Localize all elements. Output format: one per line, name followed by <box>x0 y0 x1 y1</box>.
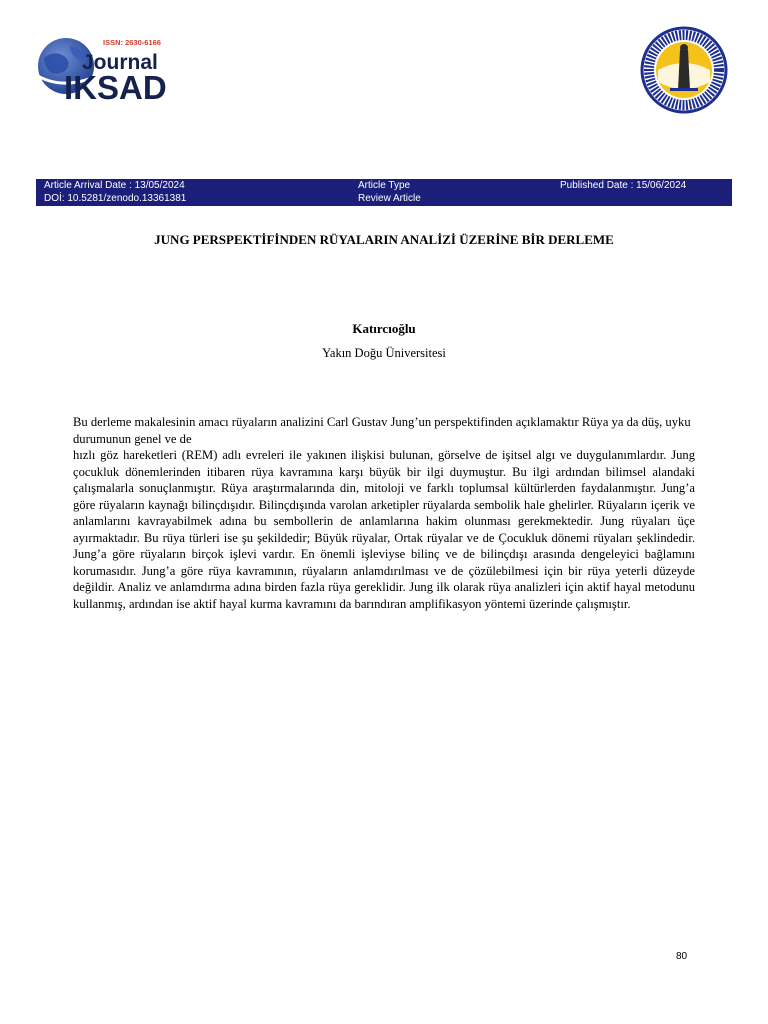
info-column-right <box>560 180 686 193</box>
article-info-bar <box>36 179 732 206</box>
issn-label: ISSN: 2630-6166 <box>103 38 161 47</box>
author-name: Katırcıoğlu <box>352 321 416 336</box>
logo-word-iksad: IKSAD <box>64 69 167 104</box>
logo-word-journal: Journal <box>82 51 158 74</box>
article-type-value: Review Article <box>358 192 421 204</box>
info-column-left <box>44 180 186 205</box>
article-title: JUNG PERSPEKTİFİNDEN RÜYALARIN ANALİZİ ÜZERİNE BİR DERLEME <box>154 232 614 247</box>
page-number: 80 <box>676 951 688 962</box>
journal-iksad-logo <box>36 32 186 104</box>
arrival-date: Article Arrival Date : 13/05/2024 <box>44 180 185 191</box>
doi-link[interactable]: DOİ: 10.5281/zenodo.13361381 <box>44 192 187 204</box>
abstract-body: hızlı göz hareketleri (REM) adlı evreleri ile yakınen ilişkisi bulunan, görselve de işitsel algı ve duygulanımlardır. Jung çocukluk dönemlerinden itibaren rüya kavramına karşı büyük bir ilgi duymuştur. Bu ilgi ardından bilimsel alandaki çalışmalarla sonuçlanmıştır. Rüya araştırmalarında din, mitoloji ve farklı toplumsal kültürlerden faydalanmıştır. Jung’a göre rüyaların kaynağı bilinçdışıdır. Bilinçdışında varolan arketipler rüyalarda sembolik hale ghelirler. Rüyaların içerik ve anlamlarını kavrayabilmek adına bu sembollerin de anlamlarına hakim olunması gerekmektedir. Jung rüyaları üçe ayırmaktadır. Bu rüya türleri ise şu şekildedir; Büyük rüyalar, Ortak rüyalar ve de Çocukluk dönemi rüyaları şeklindedir. Jung’a göre rüyaların birçok işlevi vardır. En önemli işleviyse bilinç ve de bilinçdışı arasında dengeleyici bağlamını korumasıdır. Jung’a göre rüya kavramının, rüyaların anlamdırılması ve de çözülebilmesi için bir rüya yeterli düzeyde değildir. Analiz ve anlamdırma adına birden fazla rüya gereklidir. Jung ilk olarak rüya analizleri için aktif hayal metodunu kullanmış, ardından ise aktif hayal kurma kavramını da barındıran amplifikasyon yöntemi üzerinde çalışmıştır. <box>73 448 695 611</box>
globe-logo-icon <box>36 32 186 104</box>
abstract <box>73 414 695 612</box>
abstract-lead: Bu derleme makalesinin amacı rüyaların analizini Carl Gustav Jung’un perspektifinden açıklamaktır Rüya ya da düş, uyku durumunun genel ve de <box>73 415 691 446</box>
seal-icon <box>636 26 732 114</box>
info-column-middle <box>358 180 421 205</box>
congress-seal-logo <box>636 26 732 114</box>
article-type-label: Article Type <box>358 180 411 191</box>
published-date: Published Date : 15/06/2024 <box>560 180 687 191</box>
author-affiliation: Yakın Doğu Üniversitesi <box>322 346 446 360</box>
